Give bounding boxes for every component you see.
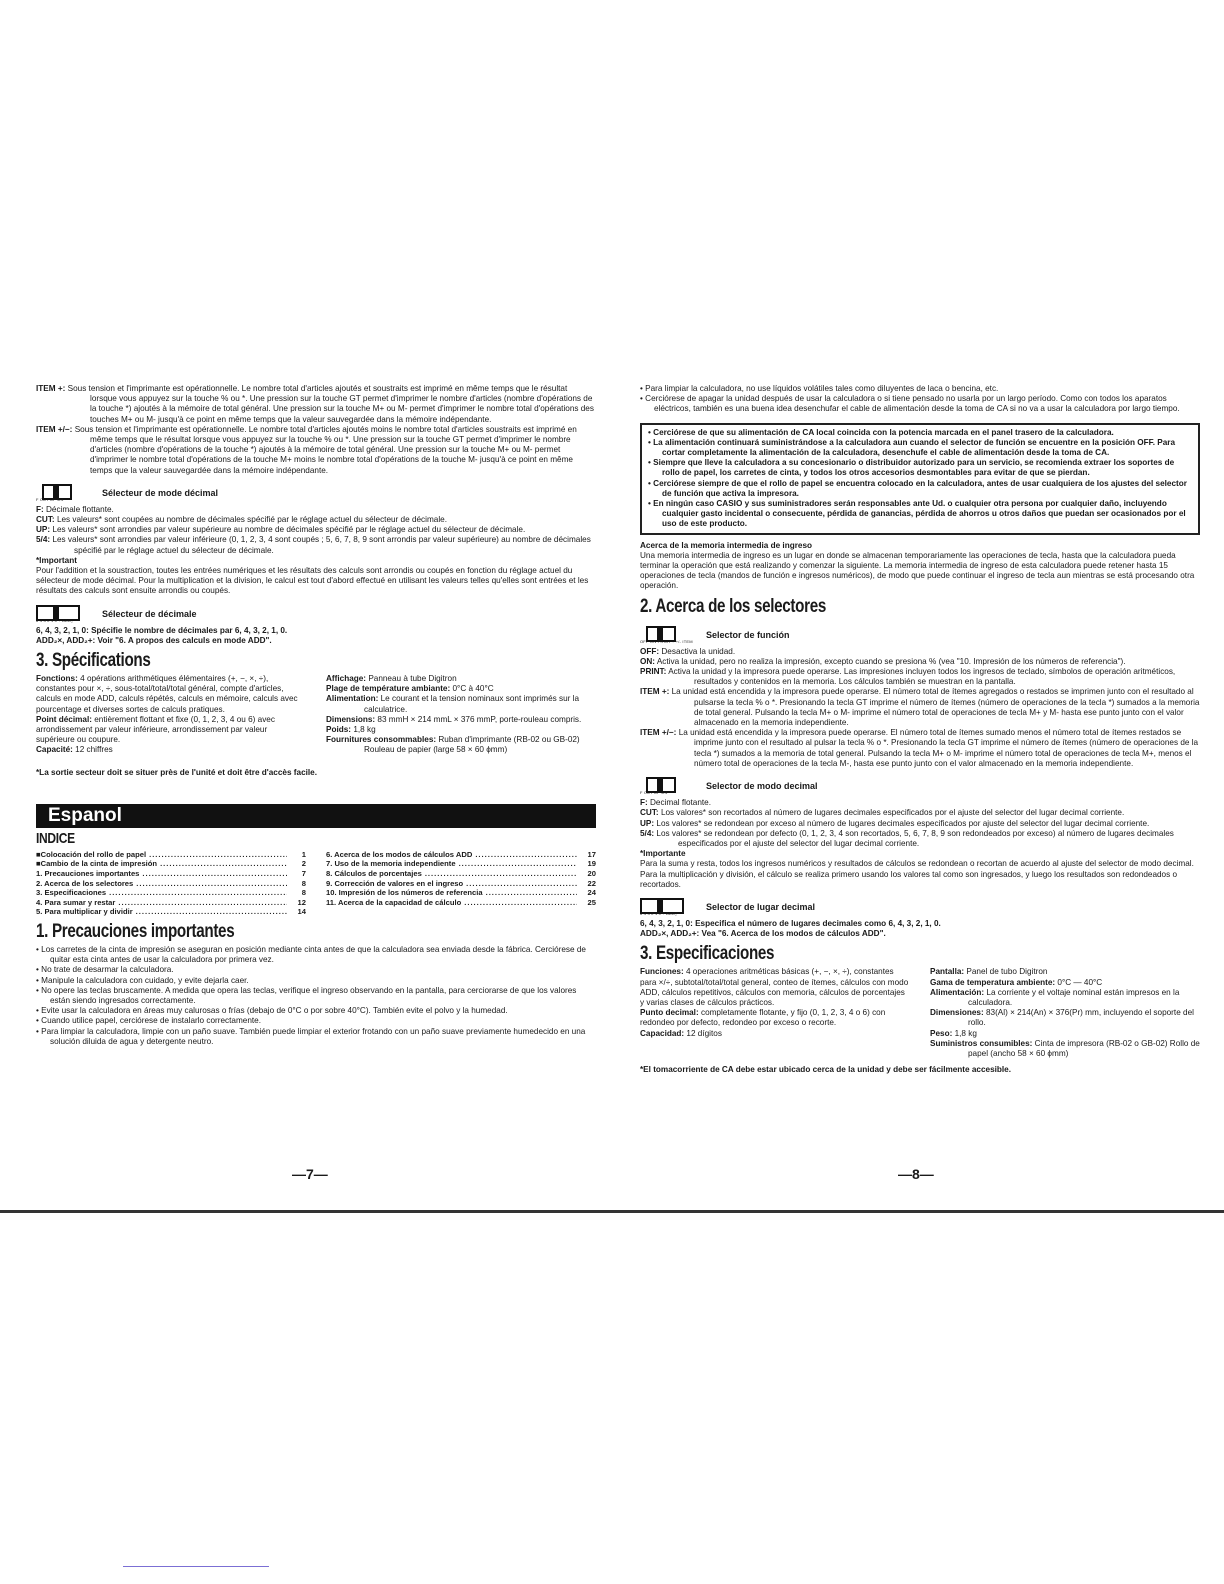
bullet-item: • Los carretes de la cinta de impresión se aseguran en posición mediante cinta antes de que la calculadora sea enviada desde la fábrica. Cerciórese de quitar esta cinta antes de usar la calculadora por primera vez. <box>36 945 586 965</box>
index-heading: INDICE <box>36 829 75 847</box>
definition-item: Capacité: 12 chiffres <box>36 745 113 755</box>
definition-item: Peso: 1,8 kg <box>930 1028 977 1038</box>
definition-item: CUT: Los valores* son recortados al número de lugares decimales especificados por el ajuste del selector del lugar decimal corriente. <box>640 808 1125 818</box>
slider-switch-icon: F CUT UP 5/4 <box>640 777 692 795</box>
definition-item: Alimentation: Le courant et la tension nominaux sont imprimés sur la calculatrice. <box>326 694 580 714</box>
bullet-item: • En ningún caso CASIO y sus suministradores serán responsables ante Ud. o cualquier otra persona por cualquier daño, incluyendo cualquier gasto incidental o consecuente, pérdida de ganancias, pérdida de ahorros u otros daños que puedan ser ocasionados por el uso de este producto. <box>648 499 1186 529</box>
page-number: —8— <box>898 1166 934 1182</box>
definition-item: Poids: 1,8 kg <box>326 725 376 735</box>
bullet-item: • Para limpiar la calculadora, no use líquidos volátiles tales como diluyentes de laca o bencina, etc. <box>640 384 999 393</box>
divider <box>0 1210 1224 1213</box>
warning-box <box>640 423 1200 535</box>
toc-entry[interactable]: 4. Para sumar y restar ..... 12 <box>36 898 306 908</box>
bullet-item: • Cerciórese siempre de que el rollo de papel se encuentra colocado en la calculadora, antes de usar cualquiera de los ajustes del selector de función que activa la impresora. <box>648 478 1187 498</box>
definition-item: OFF: Desactiva la unidad. <box>640 646 736 656</box>
definition-item: Fonctions: 4 opérations arithmétiques élémentaires (+, −, ×, ÷), constantes pour ×, ÷, sous-total/total/total général, compte d'articles, calculs en mode ADD, calculs répétés, calculs en mémoire, calculs avec pourcentage et diverses sortes de calculs pratiques. <box>36 674 298 714</box>
definition-item: Plage de température ambiante: 0°C à 40°C <box>326 684 494 694</box>
bullet-item: • No opere las teclas bruscamente. A medida que opera las teclas, verifique el ingreso observando en la pantalla, para cerciorarse de que los valores están siendo ingresados correctamente. <box>36 985 577 1006</box>
slider-switch-icon: F CUT UP 5/4 <box>36 484 88 502</box>
bullet-item: • Siempre que lleve la calculadora a su concesionario o distribuidor autorizado para un servicio, se recomienda extraer los soportes de rollo de papel, los carretes de cinta, y todos los otros accesorios desmontables para evitar de que se pierdan. <box>648 458 1175 478</box>
decimal-place-selector-heading: 6 4 3 2 1 0 + ADD₂ Selector de lugar decimal <box>640 898 1200 916</box>
toc-entry[interactable]: 3. Especificaciones ..... 8 <box>36 888 306 898</box>
function-selector-heading: OFF ON PRINT + +/- ITEM Selector de función <box>640 626 1200 644</box>
decimal-mode-selector-heading: F CUT UP 5/4 Sélecteur de mode décimal <box>36 484 596 502</box>
toc-entry[interactable]: ■Colocación del rollo de papel ..... 1 <box>36 850 306 860</box>
definition-item: ON: Activa la unidad, pero no realiza la impresión, excepto cuando se presiona % (vea "10. Impresión de los números de referencia"). <box>640 656 1126 666</box>
definition-item: Suministros consumibles: Cinta de impresora (RB-02 o GB-02) Rollo de papel (ancho 58 × 60 ϕmm) <box>930 1038 1200 1058</box>
toc-entry[interactable]: 8. Cálculos de porcentajes ..... 20 <box>326 869 596 879</box>
bullet-item: • Cerciórese de apagar la unidad después de usar la calculadora o si tiene pensado no usarla por un largo período. Como con todos los aparatos eléctricos, también es una buena idea desenchufar el cable de alimentación desde la toma de CA si no va a usar la calculadora por largo tiempo. <box>640 394 1180 414</box>
definition-item: F: Décimale flottante. <box>36 504 114 514</box>
function-list <box>640 647 1200 769</box>
decimal-selector-heading: 6 4 3 2 1 0 + ADD₂ Sélecteur de décimale <box>36 605 596 623</box>
table-of-contents <box>36 850 596 917</box>
definition-item: Dimensiones: 83(Al) × 214(An) × 376(Pr) mm, incluyendo el soporte del rollo. <box>930 1008 1194 1028</box>
definition-item: Gama de temperatura ambiente: 0°C — 40°C <box>930 977 1103 987</box>
important-text: Pour l'addition et la soustraction, toutes les entrées numériques et les résultats des calculs sont arrondis ou coupés en fonction du réglage actuel du sélecteur de mode décimal. Pour la multiplication et la division, le calcul est tout d'abord effectué en utilisant les valeurs telles qu'elles sont entrées et les résultats des calculs sont ensuite arrondis ou coupés. <box>36 566 589 596</box>
language-banner: Espanol <box>36 804 596 828</box>
toc-entry[interactable]: 7. Uso de la memoria independiente ..... 19 <box>326 859 596 869</box>
specs-note: *La sortie secteur doit se situer près de l'unité et doit être d'accès facile. <box>36 767 318 777</box>
precautions-heading: 1. Precauciones importantes <box>36 921 235 943</box>
specs-heading: 3. Spécifications <box>36 650 151 672</box>
specs-grid <box>640 967 1200 1059</box>
definition-item: Point décimal: entièrement flottant et fixe (0, 1, 2, 3, 4 ou 6) avec arrondissement par valeur inférieure, arrondissement par valeur supérieure ou coupure. <box>36 714 275 745</box>
important-label: *Important <box>36 555 77 565</box>
bullet-item: • Cuando utilice papel, cerciórese de instalarlo correctamente. <box>36 1016 261 1026</box>
decimal-mode-selector-heading: F CUT UP 5/4 Selector de modo decimal <box>640 777 1200 795</box>
divider <box>123 1566 269 1567</box>
bullet-item: • Cerciórese de que su alimentación de CA local coincida con la potencia marcada en el panel trasero de la calculadora. <box>648 427 1114 437</box>
definition-item: Fournitures consommables: Ruban d'imprimante (RB-02 ou GB-02) Rouleau de papier (large 58 × 60 ϕmm) <box>326 735 580 755</box>
toc-entry[interactable]: 11. Acerca de la capacidad de cálculo ..... 25 <box>326 898 596 908</box>
specs-grid <box>36 674 596 756</box>
item-plus-entry: ITEM +: Sous tension et l'imprimante est opérationnelle. Le nombre total d'articles ajoutés et soustraits est imprimé en même temps que le résultat lorsque vous appuyez sur la touche % ou *. Une pression sur la touche GT permet d'imprimer le nombre d'articles (nombre d'opérations de la touche *) ajoutés à la mémoire de total général. Une pression sur la touche M+ ou M- permet d'imprimer le nombre total d'opérations des touches M+ ou M- jusqu'à ce point en même temps que la valeur sauvegardée dans la mémoire indépendante. <box>36 384 594 424</box>
toc-entry[interactable]: 5. Para multiplicar y dividir ..... 14 <box>36 907 306 917</box>
definition-item: Capacidad: 12 dígitos <box>640 1028 722 1038</box>
toc-entry[interactable]: 10. Impresión de los números de referencia ..... 24 <box>326 888 596 898</box>
specs-heading: 3. Especificaciones <box>640 943 775 965</box>
definition-item: UP: Los valores* se redondean por exceso al número de lugares decimales especificados por ajuste del selector del lugar decimal corriente. <box>640 818 1150 828</box>
precautions-list <box>36 945 596 1047</box>
definition-item: Pantalla: Panel de tubo Digitron <box>930 967 1048 977</box>
definition-item: ITEM +: La unidad está encendida y la impresora puede operarse. El número total de ítemes agregados o restados se imprimen junto con el resultado al pulsarse la tecla % o *. Presionando la tecla GT imprime el número de ítemes (número de operaciones de la tecla *) sumados a la memoria de total general. Pulsando la tecla M+ o M- imprime el número total de operaciones de tecla M+ y M- hasta ese punto junto con el valor almacenado en la memoria independiente. <box>640 687 1200 728</box>
buffer-title: Acerca de la memoria intermedia de ingreso <box>640 540 813 550</box>
toc-entry[interactable]: 1. Precauciones importantes ..... 7 <box>36 869 306 879</box>
definition-item: Funciones: 4 operaciones aritméticas básicas (+, −, ×, ÷), constantes para ×/÷, subtotal/total/total general, conteo de ítemes, cálculos con modo ADD, cálculos repetitivos, cálculos con memoria, cálculos de porcentajes y varias clases de cálculos prácticos. <box>640 967 909 1007</box>
bullet-item: • Evite usar la calculadora en áreas muy calurosas o frías (debajo de 0°C o por sobre 40°C). También evite el polvo y la humedad. <box>36 1006 508 1016</box>
page-number: —7— <box>292 1166 328 1182</box>
slider-switch-icon: 6 4 3 2 1 0 + ADD₂ <box>36 605 88 623</box>
slider-switch-icon: 6 4 3 2 1 0 + ADD₂ <box>640 898 692 916</box>
definition-item: 5/4: Los valores* se redondean por defecto (0, 1, 2, 3, 4 son recortados, 5, 6, 7, 8, 9 son redondeados por exceso) al número de lugares decimales especificados por el ajuste del selector del lugar decimal corriente. <box>640 828 1174 848</box>
slider-switch-icon: OFF ON PRINT + +/- ITEM <box>640 626 692 644</box>
item-plusminus-entry: ITEM +/−: Sous tension et l'imprimante est opérationnelle. Le nombre total d'articles ajoutés moins le nombre total d'articles soustraits est imprimé en même temps que le résultat lorsque vous appuyez sur la touche % ou *. Une pression sur la touche GT permet d'imprimer le nombre d'articles (nombre d'opérations de la touche *) ajoutés à la mémoire de total général. Une pression sur la touche M+ ou M- permet d'imprimer le nombre total d'opérations de la touche M+ moins le nombre total d'opérations de la touche M- jusqu'à ce point en même temps que la valeur sauvegardée dans la mémoire indépendante. <box>36 424 577 475</box>
bullet-item: • Manipule la calculadora con cuidado, y evite dejarla caer. <box>36 975 249 985</box>
decimal-mode-list <box>36 505 596 556</box>
definition-item: F: Decimal flotante. <box>640 798 711 808</box>
definition-item: 5/4: Les valeurs* sont arrondies par valeur inférieure (0, 1, 2, 3, 4 sont coupés ; 5, 6, 7, 8, 9 sont arrondis par valeur supérieure) au nombre de décimales spécifié par le réglage actuel du sélecteur de décimale. <box>36 535 591 555</box>
definition-item: ITEM +/−: La unidad está encendida y la impresora puede operarse. El número total de ítemes sumado menos el número total de ítemes restados se imprime junto con el resultado al pulsar la tecla % o *. Presionando la tecla GT imprime el número de ítemes (número de operaciones de la tecla *) sumados a la memoria de total general. Pulsando la tecla M+ o M- imprime el número total de operaciones de tecla M+, menos el número total de operaciones de la tecla M-, hasta ese punto junto con el valor almacenado en la memoria independiente. <box>640 728 1199 768</box>
definition-item: Punto decimal: completamente flotante, y fijo (0, 1, 2, 3, 4 o 6) con redondeo por defecto, redondeo por exceso o recorte. <box>640 1008 886 1028</box>
bullet-item: • Para limpiar la calculadora, limpie con un paño suave. También puede limpiar el exterior frotando con un paño suave previamente humedecido en una solución diluida de agua y detergente neutro. <box>36 1026 586 1046</box>
definition-item: CUT: Les valeurs* sont coupées au nombre de décimales spécifié par le réglage actuel du sélecteur de décimale. <box>36 515 447 525</box>
page-8: • Para limpiar la calculadora, no use líquidos volátiles tales como diluyentes de laca o bencina, etc. • Cerciórese de apagar la unidad después de usar la calculadora o si tiene pensado no usarla por un largo período. Como con todos los aparatos eléctricos, también es una buena idea desenchufar el cable de alimentación desde la toma de CA si no va a usar la calculadora por largo tiempo. • Cerciórese de que su alimentación de CA local coincida con la potencia marcada en el panel trasero de la calculadora. • La alimentación continuará suministrándose a la calculadora aun cuando el selector de función se encuentre en la posición OFF. Para cortar completamente la alimentación de la calculadora, desenchufe el cable de alimentación desde la toma de CA. • Siempre que lleve la calculadora a su concesionario o distribuidor autorizado para un servicio, se recomienda extraer los soportes de rollo de papel, los carretes de cinta, y todos los otros accesorios desmontables para evitar de que se pierdan. • Cerciórese siempre de que el rollo de papel se encuentra colocado en la calculadora, antes de usar cualquiera de los ajustes del selector de función que activa la impresora. • En ningún caso CASIO y sus suministradores serán responsables ante Ud. o cualquier otra persona por cualquier daño, incluyendo cualquier gasto incidental o consecuente, pérdida de ganancias, pérdida de ahorros u otros daños que puedan ser ocasionados por el uso de este producto. Acerca de la memoria intermedia de ingreso Una memoria intermedia de ingreso es un lugar en donde se almacenan temporariamente las operaciones de tecla, hasta que la calculadora pueda terminar la operación que está realizando y comenzar la siguiente. La memoria intermedia de ingreso de esta calculadora puede retener hasta 15 operaciones de tecla (mandos de función e ingresos numéricos), de modo que puede continuar el ingreso de tecla aun mientras se está procesando otra operación. 2. Acerca de los selectores OFF ON PRINT + +/- ITEM Selector de función OFF: Desactiva la unidad. ON: Activa la unidad, pero no realiza la impresión, excepto cuando se presiona % (vea "10. Impresión de los números de referencia"). PRINT: Activa la unidad y la impresora puede operarse. Las impresiones incluyen todos los ingresos de teclado, símbolos de operación aritméticos, resultados y contenidos en la memoria. Los cálculos también se muestran en la pantalla. ITEM +: La unidad está encendida y la impresora puede operarse. El número total de ítemes agregados o restados se imprimen junto con el resultado al pulsarse la tecla % o *. Presionando la tecla GT imprime el número de ítemes (número de operaciones de la tecla *) sumados a la memoria de total general. Pulsando la tecla M+ o M- imprime el número total de operaciones de tecla M+ y M- hasta ese punto junto con el valor almacenado en la memoria independiente. ITEM +/−: La unidad está encendida y la impresora puede operarse. El número total de ítemes sumado menos el número total de ítemes restados se imprime junto con el resultado al pulsar la tecla % o *. Presionando la tecla GT imprime el número de ítemes (número de operaciones de la tecla *) sumados a la memoria de total general. Pulsando la tecla M+ o M- imprime el número total de operaciones de tecla M+, menos el número total de operaciones de la tecla M-, hasta ese punto junto con el valor almacenado en la memoria independiente. F CUT UP 5/4 Selector de modo decimal F: Decimal flotante. CUT: Los valores* son recortados al número de lugares decimales especificados por el ajuste del selector del lugar decimal corriente. UP: Los valores* se redondean por exceso al número de lugares decimales especificados por ajuste del selector del lugar decimal corriente. 5/4: Los valores* se redondean por defecto (0, 1, 2, 3, 4 son recortados, 5, 6, 7, 8, 9 son redondeados por exceso) al número de lugares decimales especificados por el ajuste del selector del lugar decimal corriente. *Importante Para la suma y resta, todos los ingresos numéricos y resultados de cálculos se redondean o recortan de acuerdo al ajuste del selector de modo decimal. Para la multiplicación y división, el cálculo se realiza primero usando los valores tal como son ingresados, y luego los resultados son redondeados o recortados. 6 4 3 2 1 0 + ADD₂ Selector de lugar decimal 6, 4, 3, 2, 1, 0: Especifica el número de lugares decimales como 6, 4, 3, 2, 1, 0. ADD₂×, ADD₂+: Vea "6. Acerca de los modos de cálculos ADD". 3. Especificaciones Funciones: 4 operaciones aritméticas básicas (+, −, ×, ÷), constantes para ×/÷, subtotal/total/total general, conteo de ítemes, cálculos con modo ADD, cálculos repetitivos, cálculos con memoria, cálculos de porcentajes y varias clases de cálculos prácticos. Punto decimal: completamente flotante, y fijo (0, 1, 2, 3, 4 o 6) con redondeo por defecto, redondeo por exceso o recorte. Capacidad: 12 dígitos Pantalla: Panel de tubo Digitron Gama de temperatura ambiente: 0°C — 40°C Alimentación: La corriente y el voltaje nominal están impresos en la calculadora. Dimensiones: 83(Al) × 214(An) × 376(Pr) mm, incluyendo el soporte del rollo. Peso: 1,8 kg Suministros consumibles: Cinta de impresora (RB-02 o GB-02) Rollo de papel (ancho 58 × 60 ϕmm) *El tomacorriente de CA debe estar ubicado cerca de la unidad y debe ser fácilmente accesible. <box>640 384 1200 1075</box>
decimal-mode-list <box>640 798 1200 849</box>
selectors-heading: 2. Acerca de los selectores <box>640 595 826 617</box>
toc-entry[interactable]: 6. Acerca de los modos de cálculos ADD ..... 17 <box>326 850 596 860</box>
toc-entry[interactable]: ■Cambio de la cinta de impresión ..... 2 <box>36 859 306 869</box>
page-7: ITEM +: Sous tension et l'imprimante est opérationnelle. Le nombre total d'articles ajoutés et soustraits est imprimé en même temps que le résultat lorsque vous appuyez sur la touche % ou *. Une pression sur la touche GT permet d'imprimer le nombre d'articles (nombre d'opérations de la touche *) ajoutés à la mémoire de total général. Une pression sur la touche M+ ou M- permet d'imprimer le nombre total d'opérations des touches M+ ou M- jusqu'à ce point en même temps que la valeur sauvegardée dans la mémoire indépendante. ITEM +/−: Sous tension et l'imprimante est opérationnelle. Le nombre total d'articles ajoutés moins le nombre total d'articles soustraits est imprimé en même temps que le résultat lorsque vous appuyez sur la touche % ou *. Une pression sur la touche GT permet d'imprimer le nombre d'articles (nombre d'opérations de la touche *) ajoutés à la mémoire de total général. Une pression sur la touche M+ ou M- permet d'imprimer le nombre total d'opérations de la touche M+ moins le nombre total d'opérations de la touche M- jusqu'à ce point en même temps que la valeur sauvegardée dans la mémoire indépendante. F CUT UP 5/4 Sélecteur de mode décimal F: Décimale flottante. CUT: Les valeurs* sont coupées au nombre de décimales spécifié par le réglage actuel du sélecteur de décimale. UP: Les valeurs* sont arrondies par valeur supérieure au nombre de décimales spécifié par le réglage actuel du sélecteur de décimale. 5/4: Les valeurs* sont arrondies par valeur inférieure (0, 1, 2, 3, 4 sont coupés ; 5, 6, 7, 8, 9 sont arrondis par valeur supérieure) au nombre de décimales spécifié par le réglage actuel du sélecteur de décimale. *Important Pour l'addition et la soustraction, toutes les entrées numériques et les résultats des calculs sont arrondis ou coupés en fonction du réglage actuel du sélecteur de mode décimal. Pour la multiplication et la division, le calcul est tout d'abord effectué en utilisant les valeurs telles qu'elles sont entrées et les résultats des calculs sont ensuite arrondis ou coupés. 6 4 3 2 1 0 + ADD₂ Sélecteur de décimale 6, 4, 3, 2, 1, 0: Spécifie le nombre de décimales par 6, 4, 3, 2, 1, 0. ADD₂×, ADD₂+: Voir "6. A propos des calculs en mode ADD". 3. Spécifications Fonctions: 4 opérations arithmétiques élémentaires (+, −, ×, ÷), constantes pour ×, ÷, sous-total/total/total général, compte d'articles, calculs en mode ADD, calculs répétés, calculs en mémoire, calculs avec pourcentage et diverses sortes de calculs pratiques. Point décimal: entièrement flottant et fixe (0, 1, 2, 3, 4 ou 6) avec arrondissement par valeur inférieure, arrondissement par valeur supérieure ou coupure. Capacité: 12 chiffres Affichage: Panneau à tube Digitron Plage de température ambiante: 0°C à 40°C Alimentation: Le courant et la tension nominaux sont imprimés sur la calculatrice. Dimensions: 83 mmH × 214 mmL × 376 mmP, porte-rouleau compris. Poids: 1,8 kg Fournitures consommables: Ruban d'imprimante (RB-02 ou GB-02) Rouleau de papier (large 58 × 60 ϕmm) *La sortie secteur doit se situer près de l'unité et doit être d'accès facile. Espanol INDICE ■Colocación del rollo de papel ..... 1 ■Cambio de la cinta de impresión ..... 2 1. Precauciones importantes ..... 7 2. Acerca de los selectores ..... 8 3. Especificaciones ..... 8 4. Para sumar y restar ..... 12 5. Para multiplicar y dividir ..... 14 6. Acerca de los modos de cálculos ADD ..... 17 7. Uso de la memoria independiente ..... 19 8. Cálculos de porcentajes ..... 20 9. Corrección de valores en el ingreso ..... 22 10. Impresión de los números de referencia ..... 24 11. Acerca de la capacidad de cálculo ..... 25 1. Precauciones importantes • Los carretes de la cinta de impresión se aseguran en posición mediante cinta antes de que la calculadora sea enviada desde la fábrica. Cerciórese de quitar esta cinta antes de usar la calculadora por primera vez. • No trate de desarmar la calculadora. • Manipule la calculadora con cuidado, y evite dejarla caer. • No opere las teclas bruscamente. A medida que opera las teclas, verifique el ingreso observando en la pantalla, para cerciorarse de que los valores están siendo ingresados correctamente. • Evite usar la calculadora en áreas muy calurosas o frías (debajo de 0°C o por sobre 40°C). También evite el polvo y la humedad. • Cuando utilice papel, cerciórese de instalarlo correctamente. • Para limpiar la calculadora, limpie con un paño suave. También puede limpiar el exterior frotando con un paño suave previamente humedecido en una solución diluida de agua y detergente neutro. <box>36 384 596 1047</box>
buffer-text: Una memoria intermedia de ingreso es un lugar en donde se almacenan temporariamente las operaciones de tecla, hasta que la calculadora pueda terminar la operación que está realizando y comenzar la siguiente. La memoria intermedia de ingreso de esta calculadora puede retener hasta 15 operaciones de tecla (mandos de función e ingresos numéricos), de modo que puede continuar el ingreso de tecla aun mientras se está procesando otra operación. <box>640 550 1195 591</box>
definition-item: Affichage: Panneau à tube Digitron <box>326 674 457 684</box>
definition-item: Alimentación: La corriente y el voltaje nominal están impresos en la calculadora. <box>930 987 1180 1007</box>
specs-note: *El tomacorriente de CA debe estar ubicado cerca de la unidad y debe ser fácilmente accesible. <box>640 1065 1012 1075</box>
definition-item: PRINT: Activa la unidad y la impresora puede operarse. Las impresiones incluyen todos los ingresos de teclado, símbolos de operación aritméticos, resultados y contenidos en la memoria. Los cálculos también se muestran en la pantalla. <box>640 667 1176 687</box>
definition-item: Dimensions: 83 mmH × 214 mmL × 376 mmP, porte-rouleau compris. <box>326 714 582 724</box>
definition-item: UP: Les valeurs* sont arrondies par valeur supérieure au nombre de décimales spécifié par le réglage actuel du sélecteur de décimale. <box>36 525 526 535</box>
cleaning-bullets <box>640 384 1200 415</box>
bullet-item: • La alimentación continuará suministrándose a la calculadora aun cuando el selector de función se encuentre en la posición OFF. Para cortar completamente la alimentación de la calculadora, desenchufe el cable de alimentación desde la toma de CA. <box>648 437 1176 458</box>
toc-entry[interactable]: 9. Corrección de valores en el ingreso ..... 22 <box>326 879 596 889</box>
toc-entry[interactable]: 2. Acerca de los selectores ..... 8 <box>36 879 306 889</box>
bullet-item: • No trate de desarmar la calculadora. <box>36 965 174 975</box>
